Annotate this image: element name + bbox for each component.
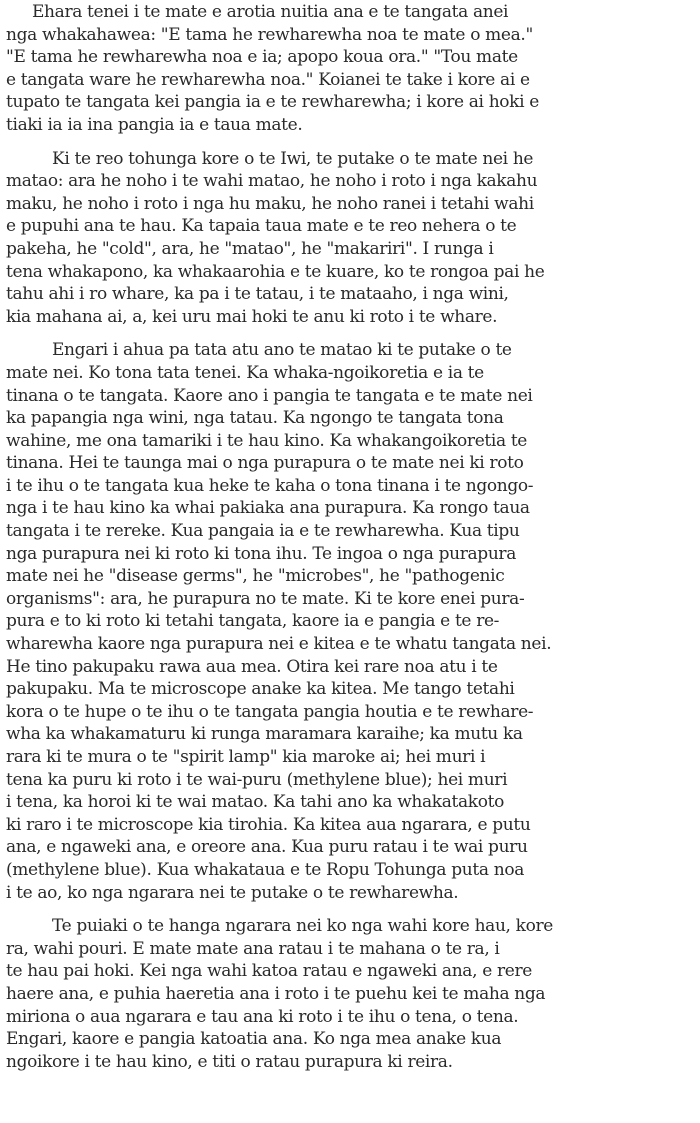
text-line: wharewha kaore nga purapura nei e kitea e te whatu tangata nei. [6,634,552,655]
text-line: Ki te reo tohunga kore o te Iwi, te putake o te mate nei he [52,148,534,169]
text-line: ana, e ngaweki ana, e oreore ana. Kua puru ratau i te wai puru [6,837,528,858]
paragraph-1 [0,1,700,137]
text-line: nga i te hau kino ka whai pakiaka ana purapura. Ka rongo taua [6,498,530,519]
text-line: tiaki ia ia ina pangia ia e taua mate. [6,114,303,135]
text-line: ka papangia nga wini, nga tatau. Ka ngongo te tangata tona [6,408,504,429]
text-line: nga whakahawea: "E tama he rewharewha noa te mate o mea." [6,24,533,45]
paragraph-4 [0,915,700,1073]
text-line: wahine, me ona tamariki i te hau kino. Ka whakangoikoretia te [6,430,528,451]
text-line: mate nei he "disease germs", he "microbes", he "pathogenic [6,566,505,587]
text-line: tena ka puru ki roto i te wai-puru (methylene blue); hei muri [6,769,508,790]
text-line: tinana o te tangata. Kaore ano i pangia te tangata e te mate nei [6,385,533,406]
text-line: i te ao, ko nga ngarara nei te putake o te rewharewha. [6,882,459,903]
text-line: miriona o aua ngarara e tau ana ki roto i te ihu o tena, o tena. [6,1006,519,1027]
text-line: tupato te tangata kei pangia ia e te rewharewha; i kore ai hoki e [6,92,539,113]
text-line: i tena, ka horoi ki te wai matao. Ka tahi ano ka whakatakoto [6,792,504,813]
text-line: Ehara tenei i te mate e arotia nuitia ana e te tangata anei [32,2,509,22]
text-line: tena whakapono, ka whakaarohia e te kuare, ko te rongoa pai he [6,261,545,282]
text-line: ngoikore i te hau kino, e titi o ratau purapura ki reira. [6,1051,453,1072]
text-line: e tangata ware he rewharewha noa." Koianei te take i kore ai e [6,69,530,90]
paragraph-3 [0,339,700,904]
text-line: kora o te hupe o te ihu o te tangata pangia houtia e te rewhare- [6,701,534,722]
text-line: (methylene blue). Kua whakatauа e te Ropu Tohunga puta noa [6,859,524,880]
text-line: tinana. Hei te taunga mai o nga purapura o te mate nei ki roto [6,453,524,474]
text-line: pakeha, he "cold", ara, he "matao", he "makariri". I runga i [6,238,494,259]
text-line: ra, wahi pouri. E mate mate ana ratau i te mahana o te ra, i [6,938,500,959]
text-line: organisms": ara, he purapura no te mate. Ki te kore enei pura- [6,588,525,609]
text-line: "E tama he rewharewha noa e ia; apopo koua ora." "Tou mate [6,47,518,68]
text-line: i te ihu o te tangata kua heke te kaha o tona tinana i te ngongo- [6,475,534,496]
text-line: ki raro i te microscope kia tirohia. Ka kitea aua ngarara, e putu [6,814,531,835]
text-line: matao: ara he noho i te wahi matao, he noho i roto i nga kakahu [6,171,538,192]
text-line: maku, he noho i roto i nga hu maku, he noho ranei i tetahi wahi [6,193,534,214]
text-line: Engari, kaore e pangia katoatia ana. Ko nga mea anake kua [6,1029,502,1050]
text-line: pura e to ki roto ki tetahi tangata, kaore ia e pangia e te re- [6,611,500,632]
paragraph-2 [0,148,700,329]
text-line: haere ana, e puhia haeretia ana i roto i te puehu kei te maha nga [6,983,546,1004]
text-line: Engari i ahua pa tata atu ano te matao ki te putake o te [52,340,512,361]
text-line: mate nei. Ko tona tata tenei. Ka whaka-ngoikoretia e ia te [6,362,484,383]
text-line: Te puiaki o te hanga ngarara nei ko nga wahi kore hau, kore [52,916,553,937]
text-line: tahu ahi i ro whare, ka pa i te tatau, i te mataaho, i nga wini, [6,284,509,305]
text-line: wha ka whakamaturu ki runga maramara karaihe; ka mutu ka [6,724,523,745]
text-line: te hau pai hoki. Kei nga wahi katoa ratau e ngaweki ana, e rere [6,961,532,982]
text-line: e pupuhi ana te hau. Ka tapaia taua mate e te reo nehera o te [6,216,517,237]
text-line: nga purapura nei ki roto ki tona ihu. Te ingoa o nga purapura [6,543,516,564]
text-line: rara ki te mura o te "spirit lamp" kia maroke ai; hei muri i [6,747,486,767]
text-line: tangata i te rereke. Kua pangaia ia e te rewharewha. Kua tipu [6,521,520,542]
text-line: pakupaku. Ma te microscope anake ka kitea. Me tango tetahi [6,679,515,700]
text-line: He tino pakupaku rawa aua mea. Otira kei rare noa atu i te [6,656,498,677]
text-line: kia mahana ai, a, kei uru mai hoki te anu ki roto i te whare. [6,306,498,327]
